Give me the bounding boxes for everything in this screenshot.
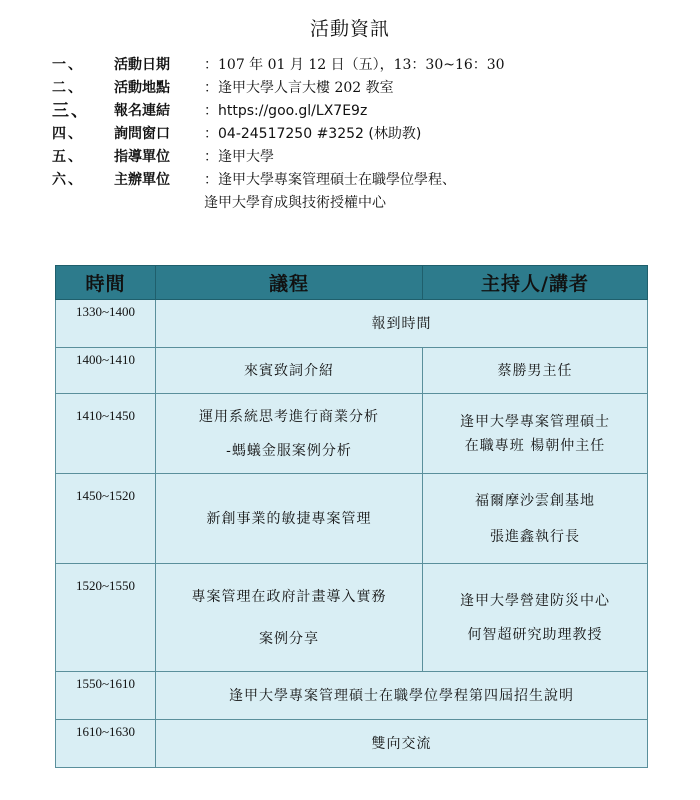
header-agenda: 議程 — [156, 266, 423, 300]
info-row-organizer — [52, 169, 672, 192]
table-row — [56, 564, 648, 672]
info-value: ：逢甲大學專案管理碩士在職學位學程、 — [204, 172, 456, 188]
registration-link[interactable]: ：https://goo.gl/LX7E9z — [204, 103, 368, 119]
header-speaker: 主持人/講者 — [423, 266, 648, 300]
speaker-cell — [423, 348, 648, 394]
agenda-cell — [156, 720, 648, 768]
agenda-cell — [156, 348, 423, 394]
time-cell: 1550~1610 — [56, 672, 156, 720]
info-row-contact — [52, 123, 672, 146]
speaker-line: 何智超研究助理教授 — [467, 626, 603, 643]
time-cell: 1610~1630 — [56, 720, 156, 768]
agenda-line: 運用系統思考進行商業分析 — [199, 408, 379, 425]
agenda-cell — [156, 394, 423, 474]
agenda-cell — [156, 672, 648, 720]
info-row-date — [52, 54, 672, 77]
speaker-cell — [423, 394, 648, 474]
table-row — [56, 300, 648, 348]
agenda-cell — [156, 474, 423, 564]
event-info — [52, 54, 672, 215]
info-number: 五、 — [52, 149, 84, 165]
time-cell: 1520~1550 — [56, 564, 156, 672]
table-row — [56, 672, 648, 720]
agenda-line: 專案管理在政府計畫導入實務 — [191, 588, 387, 605]
info-row-registration — [52, 100, 672, 123]
info-label: 指導單位 — [114, 149, 170, 165]
info-label: 活動日期 — [114, 57, 170, 73]
table-header-row — [56, 266, 648, 300]
page-title: 活動資訊 — [309, 18, 390, 40]
info-number: 三、 — [52, 101, 90, 121]
info-number: 四、 — [52, 126, 84, 142]
info-label: 詢問窗口 — [114, 126, 170, 142]
time-cell: 1450~1520 — [56, 474, 156, 564]
agenda-line: 逢甲大學專案管理碩士在職學位學程第四屆招生說明 — [229, 687, 574, 704]
info-label: 主辦單位 — [114, 172, 170, 188]
time-cell: 1400~1410 — [56, 348, 156, 394]
speaker-line: 在職專班 楊朝仲主任 — [464, 437, 606, 454]
speaker-line: 逢甲大學專案管理碩士 — [460, 413, 610, 430]
info-number: 六、 — [52, 172, 84, 188]
agenda-line: 來賓致詞介紹 — [244, 362, 334, 379]
info-label: 活動地點 — [114, 80, 170, 96]
speaker-line: 逢甲大學營建防災中心 — [460, 592, 610, 609]
agenda-line: 雙向交流 — [371, 735, 432, 752]
table-row — [56, 348, 648, 394]
speaker-cell — [423, 474, 648, 564]
table-row — [56, 474, 648, 564]
agenda-table — [55, 265, 648, 768]
agenda-line: 新創事業的敏捷專案管理 — [206, 510, 372, 527]
speaker-line: 張進鑫執行長 — [490, 528, 580, 545]
agenda-line: 報到時間 — [371, 315, 432, 332]
time-cell: 1330~1400 — [56, 300, 156, 348]
info-row-location — [52, 77, 672, 100]
info-value: ：逢甲大學人言大樓 202 教室 — [204, 80, 394, 96]
time-cell: 1410~1450 — [56, 394, 156, 474]
speaker-line: 蔡勝男主任 — [497, 362, 573, 379]
agenda-line: -螞蟻金服案例分析 — [226, 442, 352, 459]
table-row — [56, 394, 648, 474]
speaker-cell — [423, 564, 648, 672]
info-continuation: 逢甲大學育成與技術授權中心 — [204, 195, 386, 211]
info-number: 二、 — [52, 80, 84, 96]
info-label: 報名連結 — [114, 103, 170, 119]
table-row — [56, 720, 648, 768]
agenda-line: 案例分享 — [259, 630, 319, 647]
info-value: ：逢甲大學 — [204, 149, 274, 165]
agenda-cell — [156, 564, 423, 672]
info-number: 一、 — [52, 57, 84, 73]
agenda-cell — [156, 300, 648, 348]
info-row-advisor — [52, 146, 672, 169]
speaker-line: 福爾摩沙雲創基地 — [475, 492, 595, 509]
info-value: ：04-24517250 #3252 (林助教) — [204, 126, 422, 142]
info-value: ：107 年 01 月 12 日（五），13：30~16：30 — [204, 57, 505, 73]
header-time: 時間 — [56, 266, 156, 300]
